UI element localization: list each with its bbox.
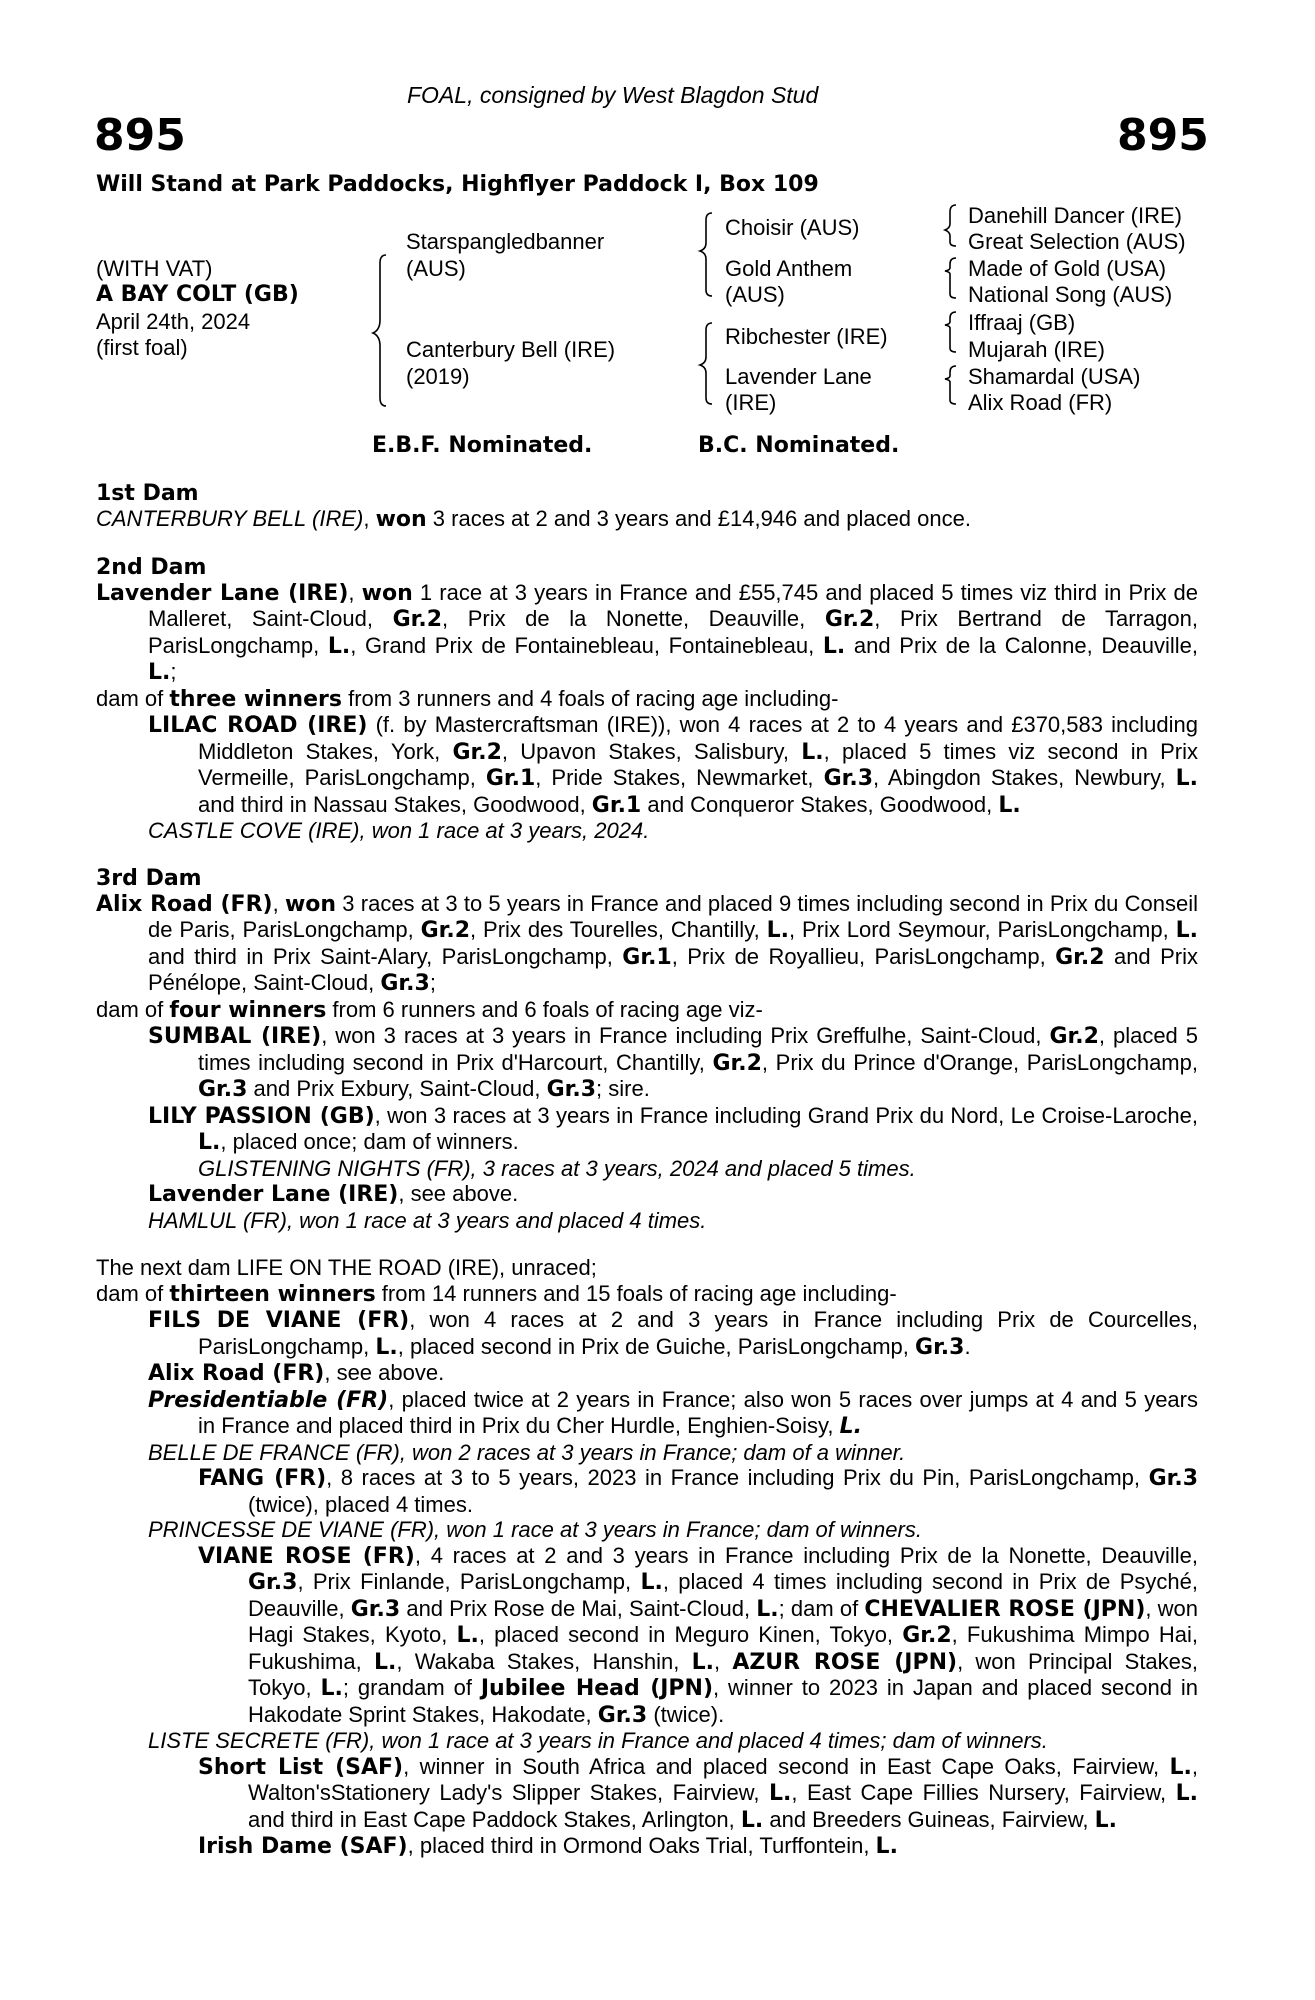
produce-sumbal: SUMBAL (IRE), won 3 races at 3 years in France including Prix Greffulhe, Saint-Cloud, Gr.2, placed 5 times including second in Prix d'Harcourt, Chantilly, Gr.2, Prix du Prince d'Orange, ParisLongchamp, Gr.3 and Prix Exbury, Saint-Cloud, Gr.3; sire. bbox=[148, 1023, 1199, 1102]
lot-number-right: 895 bbox=[1117, 110, 1209, 161]
produce-princesse-de-viane: PRINCESSE DE VIANE (FR), won 1 race at 3 years in France; dam of winners. bbox=[148, 1517, 922, 1542]
third-dam-produce-summary: dam of four winners from 6 runners and 6 foals of racing age viz- bbox=[96, 996, 763, 1023]
produce-irish-dame: Irish Dame (SAF), placed third in Ormond Oaks Trial, Turffontein, L. bbox=[198, 1833, 898, 1859]
sire-sire: Choisir (AUS) bbox=[725, 215, 860, 240]
dam-dam-country: (IRE) bbox=[725, 390, 777, 415]
next-dam-intro: The next dam LIFE ON THE ROAD (IRE), unraced; bbox=[96, 1255, 597, 1280]
consignor-line: FOAL, consigned by West Blagdon Stud bbox=[407, 82, 819, 108]
produce-glistening-nights: GLISTENING NIGHTS (FR), 3 races at 3 years, 2024 and placed 5 times. bbox=[198, 1155, 916, 1181]
sire-dam-name: Gold Anthem bbox=[725, 256, 853, 281]
sire-name: Starspangledbanner bbox=[406, 229, 605, 254]
third-dam-heading: 3rd Dam bbox=[96, 865, 202, 891]
dam-name: Canterbury Bell (IRE) bbox=[406, 337, 616, 362]
second-dam-produce-summary: dam of three winners from 3 runners and 4 foals of racing age including- bbox=[96, 685, 839, 712]
dam-year: (2019) bbox=[406, 364, 470, 389]
first-dam-heading: 1st Dam bbox=[96, 481, 199, 506]
stand-location: Will Stand at Park Paddocks, Highflyer Paddock I, Box 109 bbox=[96, 172, 819, 197]
ancestor-5: Iffraaj (GB) bbox=[968, 310, 1076, 335]
ancestor-6: Mujarah (IRE) bbox=[968, 337, 1105, 362]
produce-viane-rose: VIANE ROSE (FR), 4 races at 2 and 3 years in France including Prix de la Nonette, Deauville, Gr.3, Prix Finlande, ParisLongchamp, L., placed 4 times including second in Prix de Psyché, Deauville, Gr.3 and Prix Rose de Mai, Saint-Cloud, L.; dam of CHEVALIER ROSE (JPN), won Hagi Stakes, Kyoto, L., placed second in Meguro Kinen, Tokyo, Gr.2, Fukushima Mimpo Hai, Fukushima, L., Wakaba Stakes, Hanshin, L., AZUR ROSE (JPN), won Principal Stakes, Tokyo, L.; grandam of Jubilee Head (JPN), winner to 2023 in Japan and placed second in Hakodate Sprint Stakes, Hakodate, Gr.3 (twice). bbox=[198, 1542, 1199, 1728]
ancestor-4: National Song (AUS) bbox=[968, 282, 1173, 307]
lot-vat: (WITH VAT) bbox=[96, 256, 213, 281]
produce-presidentiable: Presidentiable (FR), placed twice at 2 years in France; also won 5 races over jumps at 4 and 5 years in France and placed third in Prix du Cher Hurdle, Enghien-Soisy, L. bbox=[148, 1386, 1198, 1439]
third-dam-entry: Alix Road (FR), won 3 races at 3 to 5 years in France and placed 9 times including second in Prix du Conseil de Paris, ParisLongchamp, Gr.2, Prix des Tourelles, Chantilly, L., Prix Lord Seymour, ParisLongchamp, L. and third in Prix Saint-Alary, ParisLongchamp, Gr.1, Prix de Royallieu, ParisLongchamp, Gr.2 and Prix Pénélope, Saint-Cloud, Gr.3; bbox=[96, 890, 1199, 996]
catalogue-body bbox=[96, 481, 1198, 1860]
second-dam-entry: Lavender Lane (IRE), won 1 race at 3 years in France and £55,745 and placed 5 times viz third in Prix de Malleret, Saint-Cloud, Gr.2, Prix de la Nonette, Deauville, Gr.2, Prix Bertrand de Tarragon, ParisLongchamp, L., Grand Prix de Fontainebleau, Fontainebleau, L. and Prix de la Calonne, Deauville, L.; bbox=[96, 579, 1199, 685]
dam-dam-name: Lavender Lane bbox=[725, 364, 872, 389]
produce-alix-road: Alix Road (FR), see above. bbox=[148, 1360, 445, 1386]
next-dam-produce-summary: dam of thirteen winners from 14 runners and 15 foals of racing age including- bbox=[96, 1280, 897, 1307]
produce-hamlul: HAMLUL (FR), won 1 race at 3 years and placed 4 times. bbox=[148, 1207, 707, 1233]
produce-liste-secrete: LISTE SECRETE (FR), won 1 race at 3 years in France and placed 4 times; dam of winners. bbox=[148, 1728, 1048, 1753]
produce-short-list: Short List (SAF), winner in South Africa and placed second in East Cape Oaks, Fairview, L., Walton'sStationery Lady's Slipper Stakes, Fairview, L., East Cape Fillies Nursery, Fairview, L. and third in East Cape Paddock Stakes, Arlington, L. and Breeders Guineas, Fairview, L. bbox=[198, 1753, 1198, 1833]
lot-name: A BAY COLT (GB) bbox=[96, 282, 299, 307]
ebf-nominated: E.B.F. Nominated. bbox=[372, 433, 593, 458]
produce-belle-de-france: BELLE DE FRANCE (FR), won 2 races at 3 years in France; dam of a winner. bbox=[148, 1439, 906, 1465]
dam-sire: Ribchester (IRE) bbox=[725, 324, 888, 349]
produce-fils-de-viane: FILS DE VIANE (FR), won 4 races at 2 and 3 years in France including Prix de Courcelles, ParisLongchamp, L., placed second in Prix de Guiche, ParisLongchamp, Gr.3. bbox=[148, 1307, 1198, 1360]
lot-number-left: 895 bbox=[94, 110, 186, 161]
second-dam-heading: 2nd Dam bbox=[96, 554, 207, 580]
ancestor-1: Danehill Dancer (IRE) bbox=[968, 203, 1182, 228]
first-dam-entry: CANTERBURY BELL (IRE), won 3 races at 2 and 3 years and £14,946 and placed once. bbox=[96, 506, 971, 532]
lot-foaled: April 24th, 2024 bbox=[96, 309, 251, 334]
produce-lavender-lane: Lavender Lane (IRE), see above. bbox=[148, 1181, 519, 1207]
produce-lily-passion: LILY PASSION (GB), won 3 races at 3 years in France including Grand Prix du Nord, Le Croise-Laroche, L., placed once; dam of winners. bbox=[148, 1102, 1198, 1155]
sire-country: (AUS) bbox=[406, 256, 466, 281]
ancestor-7: Shamardal (USA) bbox=[968, 364, 1141, 389]
lot-note: (first foal) bbox=[96, 335, 188, 360]
bc-nominated: B.C. Nominated. bbox=[698, 433, 900, 458]
ancestor-8: Alix Road (FR) bbox=[968, 390, 1113, 415]
dam-name: CANTERBURY BELL (IRE) bbox=[96, 506, 364, 531]
ancestor-2: Great Selection (AUS) bbox=[968, 229, 1186, 254]
produce-lilac-road: LILAC ROAD (IRE) (f. by Mastercraftsman (IRE)), won 4 races at 2 to 4 years and £370,583 including Middleton Stakes, York, Gr.2, Upavon Stakes, Salisbury, L., placed 5 times viz second in Prix Vermeille, ParisLongchamp, Gr.1, Pride Stakes, Newmarket, Gr.3, Abingdon Stakes, Newbury, L. and third in Nassau Stakes, Goodwood, Gr.1 and Conqueror Stakes, Goodwood, L. bbox=[148, 712, 1198, 818]
ancestor-3: Made of Gold (USA) bbox=[968, 256, 1167, 281]
produce-castle-cove: CASTLE COVE (IRE), won 1 race at 3 years, 2024. bbox=[148, 818, 650, 843]
produce-fang: FANG (FR), 8 races at 3 to 5 years, 2023 in France including Prix du Pin, ParisLongchamp, Gr.3 (twice), placed 4 times. bbox=[198, 1465, 1198, 1517]
sire-dam-country: (AUS) bbox=[725, 282, 785, 307]
